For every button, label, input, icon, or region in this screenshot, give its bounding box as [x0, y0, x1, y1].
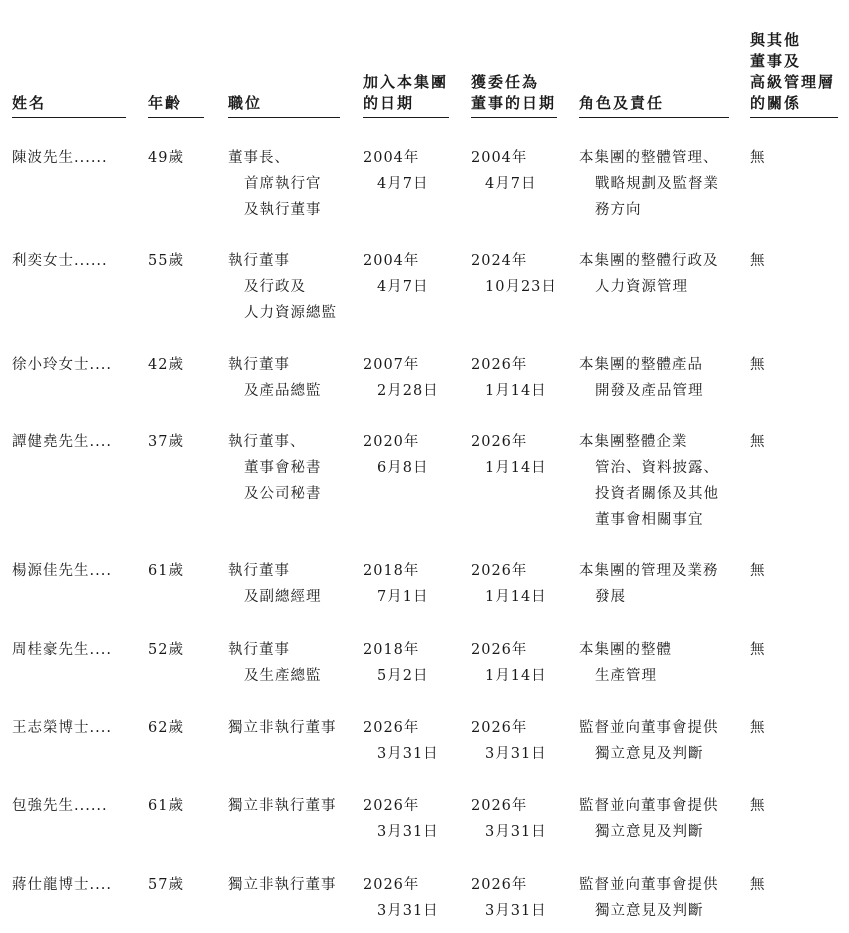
appointment-date-line: 3月31日	[485, 824, 547, 840]
director-position-line: 獨立非執行董事	[228, 798, 337, 814]
relationship: 無	[750, 877, 766, 893]
header-position: 職位	[228, 93, 340, 118]
director-age: 57歲	[148, 877, 184, 893]
director-age: 61歲	[148, 798, 184, 814]
role-responsibility-line: 人力資源管理	[595, 279, 688, 295]
director-name: 蔣仕龍博士....	[12, 877, 112, 893]
header-appoint-date: 獲委任為 董事的日期	[471, 72, 557, 118]
role-responsibility-line: 獨立意見及判斷	[595, 746, 704, 762]
header-join-cell	[363, 0, 449, 118]
join-date-line: 2004年	[363, 150, 420, 166]
role-responsibility-line: 務方向	[595, 202, 642, 218]
header-relation: 與其他 董事及 高級管理層 的關係	[750, 30, 838, 118]
director-position	[228, 872, 337, 898]
join-date	[363, 248, 428, 300]
join-date-line: 2026年	[363, 798, 420, 814]
director-position	[228, 793, 337, 819]
appointment-date	[471, 248, 557, 300]
role-responsibility-line: 投資者關係及其他	[595, 486, 719, 502]
join-date-line: 2026年	[363, 877, 420, 893]
appointment-date	[471, 715, 547, 767]
header-join-date: 加入本集團 的日期	[363, 72, 449, 118]
header-name: 姓名	[12, 93, 126, 118]
relationship: 無	[750, 798, 766, 814]
director-age: 42歲	[148, 357, 184, 373]
header-name-cell	[12, 0, 126, 118]
director-name: 譚健堯先生....	[12, 434, 112, 450]
director-age: 49歲	[148, 150, 184, 166]
appointment-date	[471, 352, 547, 404]
director-name: 陳波先生......	[12, 150, 108, 166]
director-age: 62歲	[148, 720, 184, 736]
header-appoint-cell	[471, 0, 557, 118]
relationship: 無	[750, 563, 766, 579]
appointment-date-line: 1月14日	[485, 383, 547, 399]
role-responsibility-line: 監督並向董事會提供	[579, 720, 719, 736]
header-age-cell	[148, 0, 204, 118]
director-position-line: 首席執行官	[244, 176, 322, 192]
relationship: 無	[750, 434, 766, 450]
director-position-line: 及執行董事	[244, 202, 322, 218]
appointment-date-line: 2026年	[471, 720, 528, 736]
appointment-date-line: 2026年	[471, 434, 528, 450]
director-name: 利奕女士......	[12, 253, 108, 269]
appointment-date-line: 4月7日	[485, 176, 537, 192]
director-position-line: 執行董事	[228, 253, 290, 269]
role-responsibility-line: 管治、資料披露、	[595, 460, 719, 476]
appointment-date-line: 3月31日	[485, 746, 547, 762]
join-date-line: 2020年	[363, 434, 420, 450]
appointment-date-line: 2026年	[471, 798, 528, 814]
director-position-line: 董事會秘書	[244, 460, 322, 476]
header-relation-cell	[750, 0, 838, 118]
director-position-line: 執行董事、	[228, 434, 306, 450]
role-responsibility	[579, 145, 719, 223]
join-date	[363, 793, 439, 845]
director-position-line: 獨立非執行董事	[228, 877, 337, 893]
join-date-line: 4月7日	[377, 279, 429, 295]
director-name: 周桂豪先生....	[12, 642, 112, 658]
director-age: 61歲	[148, 563, 184, 579]
join-date	[363, 429, 428, 481]
join-date-line: 5月2日	[377, 668, 429, 684]
role-responsibility	[579, 637, 672, 689]
director-position-line: 人力資源總監	[244, 305, 337, 321]
join-date	[363, 872, 439, 924]
director-position	[228, 248, 337, 326]
relationship: 無	[750, 253, 766, 269]
appointment-date-line: 2026年	[471, 877, 528, 893]
join-date-line: 3月31日	[377, 903, 439, 919]
director-name: 包強先生......	[12, 798, 108, 814]
role-responsibility-line: 本集團的管理及業務	[579, 563, 719, 579]
role-responsibility	[579, 872, 719, 924]
appointment-date-line: 2026年	[471, 642, 528, 658]
role-responsibility-line: 本集團的整體產品	[579, 357, 703, 373]
appointment-date-line: 1月14日	[485, 668, 547, 684]
appointment-date	[471, 793, 547, 845]
role-responsibility	[579, 429, 719, 533]
role-responsibility-line: 戰略規劃及監督業	[595, 176, 719, 192]
director-position-line: 及產品總監	[244, 383, 322, 399]
join-date-line: 2004年	[363, 253, 420, 269]
appointment-date	[471, 872, 547, 924]
director-position-line: 及副總經理	[244, 589, 322, 605]
director-position	[228, 145, 322, 223]
join-date-line: 2018年	[363, 642, 420, 658]
join-date-line: 2月28日	[377, 383, 439, 399]
header-role: 角色及責任	[579, 93, 729, 118]
appointment-date-line: 2024年	[471, 253, 528, 269]
director-name: 楊源佳先生....	[12, 563, 112, 579]
join-date	[363, 715, 439, 767]
header-age: 年齡	[148, 93, 204, 118]
role-responsibility	[579, 715, 719, 767]
director-position-line: 執行董事	[228, 563, 290, 579]
role-responsibility-line: 本集團整體企業	[579, 434, 688, 450]
join-date	[363, 558, 428, 610]
header-position-cell	[228, 0, 340, 118]
director-position	[228, 637, 322, 689]
appointment-date-line: 1月14日	[485, 460, 547, 476]
director-name: 徐小玲女士....	[12, 357, 112, 373]
relationship: 無	[750, 642, 766, 658]
join-date-line: 7月1日	[377, 589, 429, 605]
appointment-date-line: 2026年	[471, 563, 528, 579]
director-position	[228, 352, 322, 404]
director-age: 52歲	[148, 642, 184, 658]
join-date-line: 2018年	[363, 563, 420, 579]
role-responsibility-line: 監督並向董事會提供	[579, 877, 719, 893]
join-date-line: 4月7日	[377, 176, 429, 192]
director-position-line: 董事長、	[228, 150, 290, 166]
join-date-line: 2026年	[363, 720, 420, 736]
join-date-line: 3月31日	[377, 746, 439, 762]
appointment-date-line: 1月14日	[485, 589, 547, 605]
director-position	[228, 558, 322, 610]
director-position-line: 執行董事	[228, 642, 290, 658]
join-date-line: 3月31日	[377, 824, 439, 840]
director-age: 37歲	[148, 434, 184, 450]
director-age: 55歲	[148, 253, 184, 269]
appointment-date	[471, 429, 547, 481]
role-responsibility-line: 本集團的整體行政及	[579, 253, 719, 269]
role-responsibility-line: 生產管理	[595, 668, 657, 684]
role-responsibility	[579, 558, 719, 610]
join-date-line: 2007年	[363, 357, 420, 373]
appointment-date	[471, 145, 536, 197]
appointment-date-line: 2026年	[471, 357, 528, 373]
appointment-date	[471, 637, 547, 689]
appointment-date-line: 3月31日	[485, 903, 547, 919]
director-position-line: 及行政及	[244, 279, 306, 295]
role-responsibility-line: 監督並向董事會提供	[579, 798, 719, 814]
role-responsibility	[579, 793, 719, 845]
join-date	[363, 352, 439, 404]
relationship: 無	[750, 150, 766, 166]
director-position-line: 執行董事	[228, 357, 290, 373]
role-responsibility-line: 獨立意見及判斷	[595, 824, 704, 840]
director-position-line: 及公司秘書	[244, 486, 322, 502]
appointment-date-line: 10月23日	[485, 279, 557, 295]
relationship: 無	[750, 720, 766, 736]
director-position-line: 及生產總監	[244, 668, 322, 684]
join-date-line: 6月8日	[377, 460, 429, 476]
director-position-line: 獨立非執行董事	[228, 720, 337, 736]
join-date	[363, 145, 428, 197]
role-responsibility-line: 董事會相關事宜	[595, 512, 704, 528]
header-role-cell	[579, 0, 729, 118]
director-name: 王志榮博士....	[12, 720, 112, 736]
appointment-date-line: 2004年	[471, 150, 528, 166]
role-responsibility-line: 本集團的整體管理、	[579, 150, 719, 166]
role-responsibility-line: 開發及產品管理	[595, 383, 704, 399]
role-responsibility	[579, 248, 719, 300]
join-date	[363, 637, 428, 689]
appointment-date	[471, 558, 547, 610]
role-responsibility-line: 發展	[595, 589, 626, 605]
role-responsibility-line: 本集團的整體	[579, 642, 672, 658]
director-position	[228, 715, 337, 741]
director-position	[228, 429, 322, 507]
relationship: 無	[750, 357, 766, 373]
role-responsibility-line: 獨立意見及判斷	[595, 903, 704, 919]
role-responsibility	[579, 352, 704, 404]
